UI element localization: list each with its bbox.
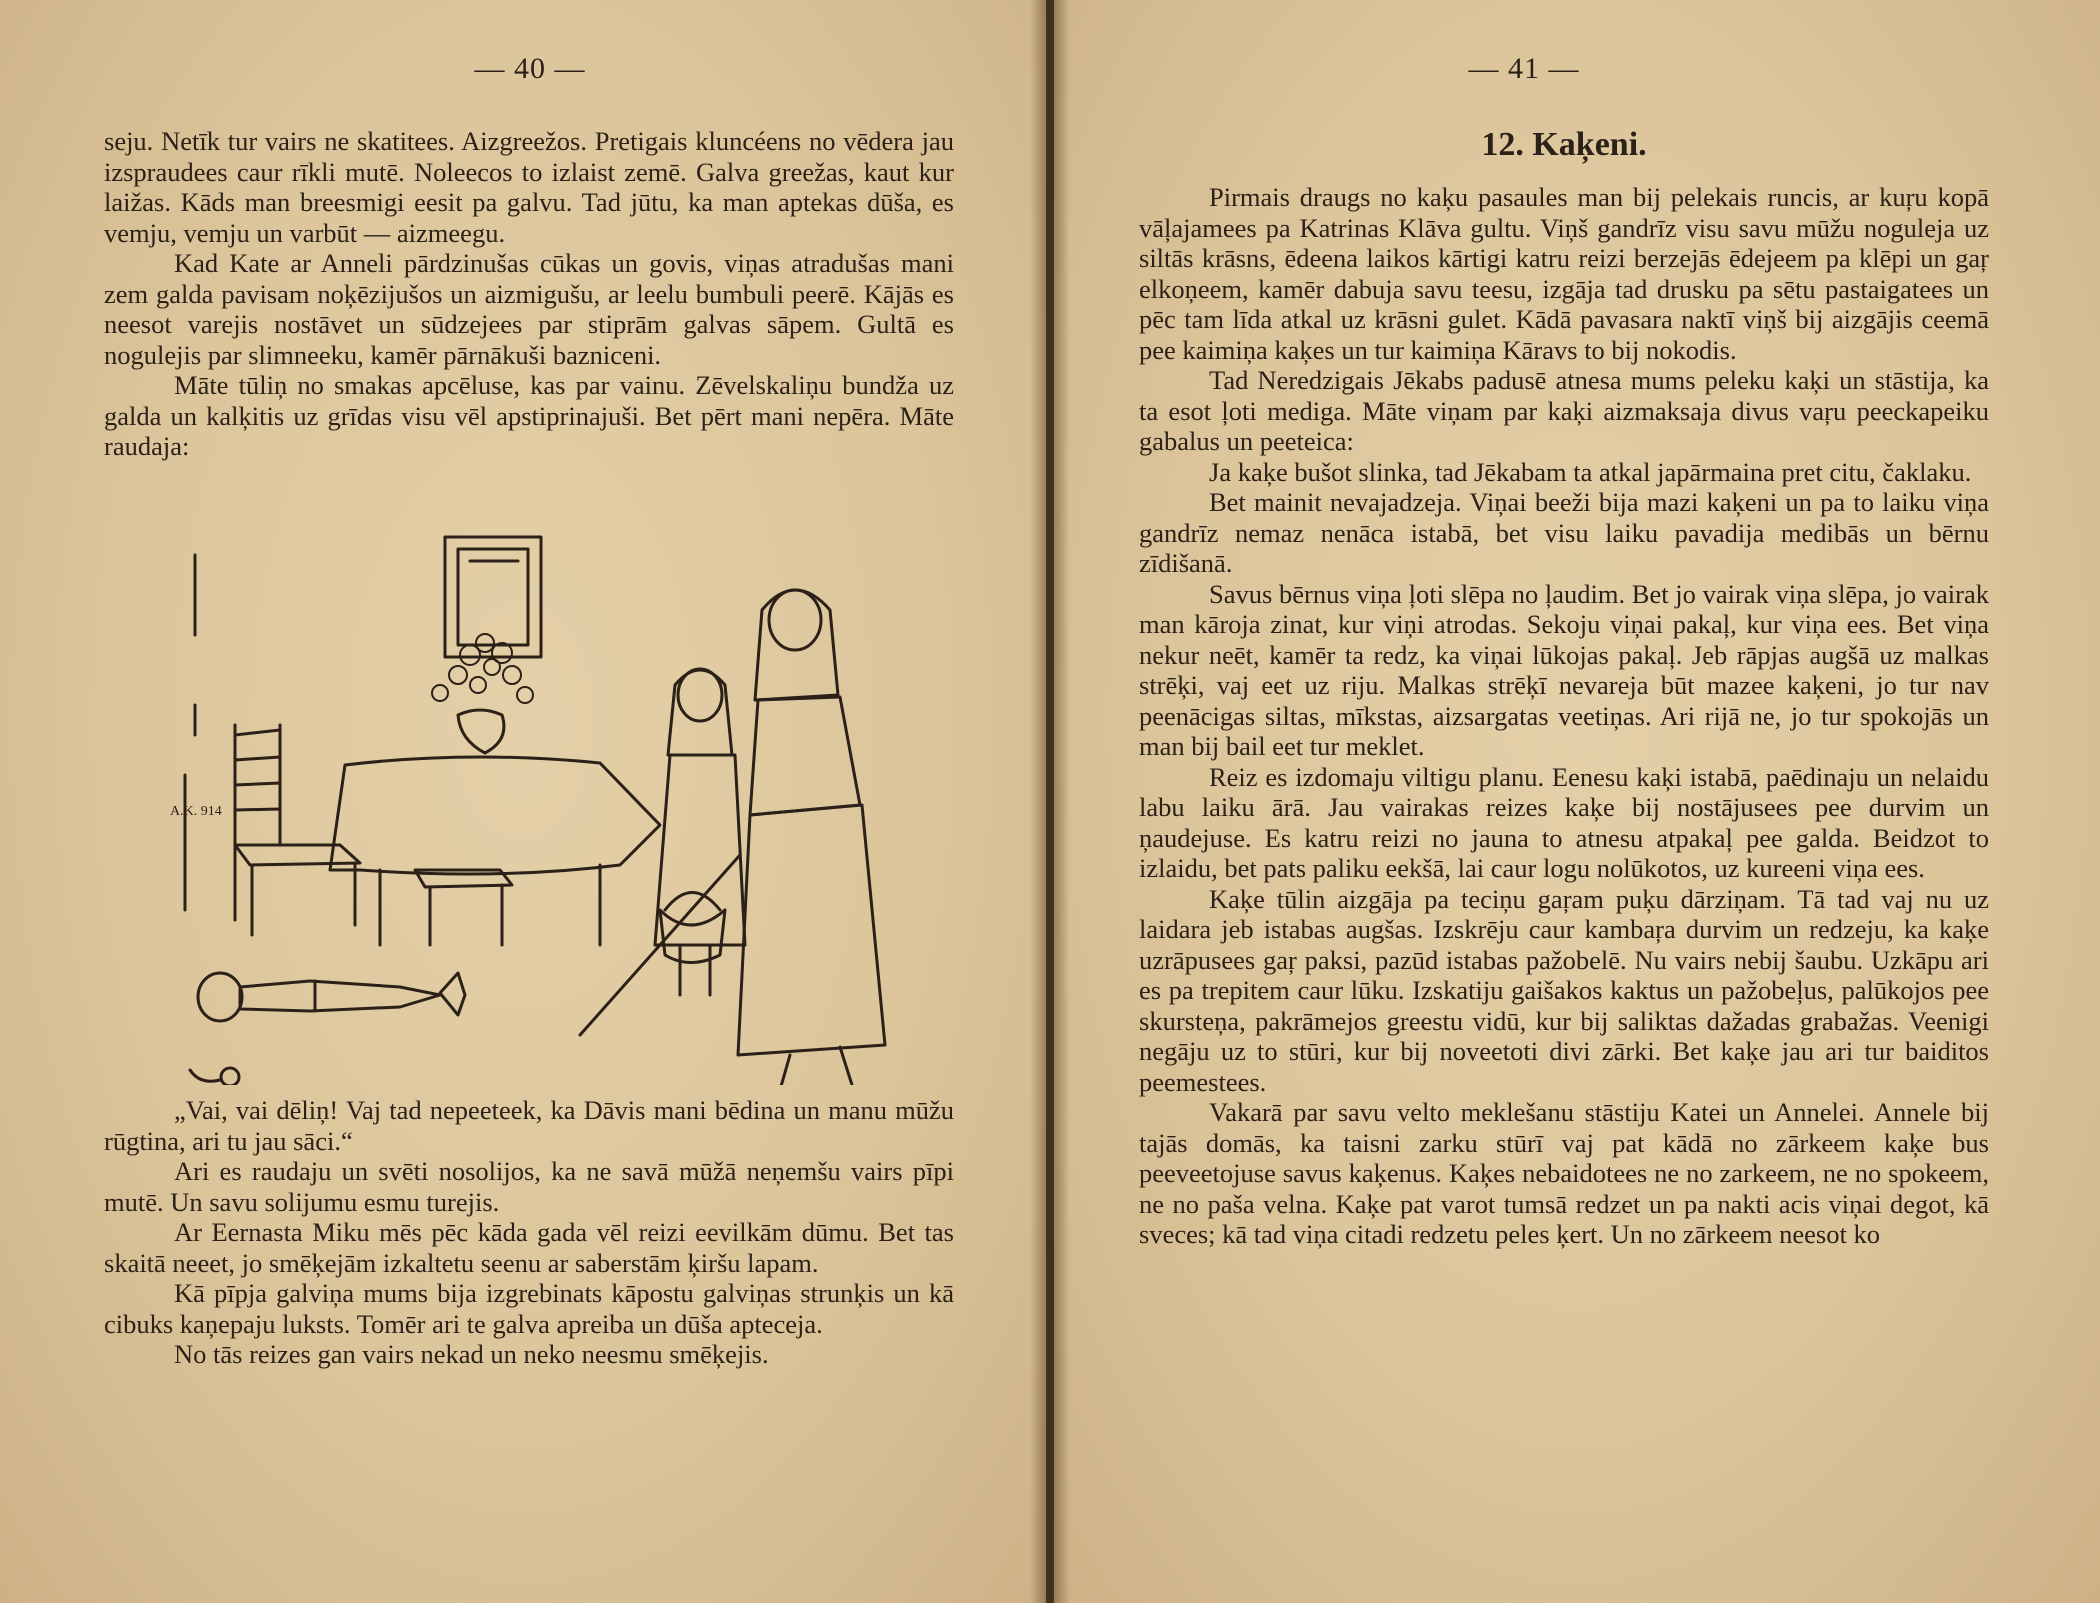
paragraph: Kā pīpja galviņa mums bija izgrebinats kāpostu galviņas strunķis un kā cibuks kaņepaju luksts. Tomēr ari te galva apreiba un dūša apteceja.: [104, 1278, 954, 1339]
left-page: [0, 0, 1046, 1603]
paragraph: Tad Neredzigais Jēkabs padusē atnesa mums peleku kaķi un stāstija, ka ta esot ļoti mediga. Māte viņam par kaķi aizmaksaja divus vaŗu peeckapeiku gabalus un peeteica:: [1139, 365, 1989, 456]
illustration-signature: A.K. 914: [170, 804, 222, 819]
paragraph: seju. Netīk tur vairs ne skatitees. Aizgreežos. Pretigais kluncéens no vēdera jau izspraudees caur rīkli mutē. Noleecos to izlaist zemē. Galva greežas, kaut kur laižas. Kāds man breesmigi eesit pa galvu. Tad jūtu, ka man aptekas dūša, es vemju, vemju un varbūt — aizmeegu.: [104, 126, 954, 248]
paragraph: Ja kaķe bušot slinka, tad Jēkabam ta atkal japārmaina pret citu, čaklaku.: [1209, 456, 1972, 487]
paragraph: Bet mainit nevajadzeja. Viņai beeži bija mazi kaķeni un pa to laiku viņa gandrīz nemaz nenāca istabā, bet visu laiku pavadija medibās un bērnu zīdišanā.: [1139, 487, 1989, 578]
book-gutter: [1030, 0, 1070, 1603]
paragraph: Ari es raudaju un svēti nosolijos, ka ne savā mūžā neņemšu vairs pīpi mutē. Un savu solijumu esmu turejis.: [104, 1156, 954, 1217]
illustration-boy-on-floor: [140, 525, 920, 1085]
paragraph: Pirmais draugs no kaķu pasaules man bij pelekais runcis, ar kuŗu kopā vāļajamees pa Katrinas Klāva gultu. Viņš gandrīz visu savu mūžu noguleja uz siltās krāsns, ēdeena laikos kārtigi katru reizi berzejās ēdejeem pa klēpi un gaŗ elkoņeem, kamēr dabuja savu teesu, izgāja tad drusku pa sētu pastaigatees un pēc tam līda atkal uz krāsni gulet. Kādā pavasara naktī viņš bij aizgājis ceemā pee kaimiņa kaķes un tur kaimiņa Kāravs to bij nokodis.: [1139, 182, 1989, 365]
page-number-right: — 41 —: [1468, 52, 1580, 85]
paragraph: Reiz es izdomaju viltigu planu. Eenesu kaķi istabā, paēdinaju un nelaidu labu laiku ārā. Jau vairakas reizes kaķe bij nostājusees pee durvim un ņaudejuse. Es katru reizi no jauna to atnesu atpakaļ pee galda. Beidzot to izlaidu, bet pats paliku eekšā, lai caur logu nolūkotos, uz kureeni viņa ees.: [1139, 761, 1989, 883]
right-text: [1139, 182, 1989, 1250]
paragraph: „Vai, vai dēliņ! Vaj tad nepeeteek, ka Dāvis mani bēdina un manu mūžu rūgtina, ari tu jau sāci.“: [104, 1095, 954, 1156]
paragraph: Kaķe tūlin aizgāja pa teciņu gaŗam puķu dārziņam. Tā tad vaj nu uz laidara jeb istabas augšas. Izskrēju caur kambaŗa durvim un redzeju, ka kaķe uzrāpusees gaŗ paksi, pazūd istabas pažobelē. Nu vairs nebij šaubu. Uzkāpu ari es pa trepitem caur lūku. Izskatiju gaišakos kaktus un pažobeļus, palūkojos pee skursteņa, pakrāmejos greestu vidū, kur bij saliktas dažadas grabažas. Veenigi negāju uz to stūri, kur bij noveetoti divi zārki. Bet kaķe jau ari tur baiditos peemestees.: [1139, 883, 1989, 1097]
left-text-bottom: [104, 1095, 954, 1370]
paragraph: Kad Kate ar Anneli pārdzinušas cūkas un govis, viņas atradušas mani zem galda pavisam noķēzijušos un aizmigušu, ar leelu bumbuli peerē. Kājās es neesot varejis nostāvet un sūdzejees par stiprām galvas sāpem. Gultā es nogulejis par slimneeku, kamēr pārnākuši bazniceni.: [104, 248, 954, 370]
right-page: [1054, 0, 2100, 1603]
chapter-title: 12. Kaķeni.: [1481, 126, 1647, 163]
paragraph: Māte tūliņ no smakas apcēluse, kas par vainu. Zēvelskaliņu bundža uz galda un kalķitis uz grīdas visu vēl apstiprinajuši. Bet pērt mani nepēra. Māte raudaja:: [104, 370, 954, 461]
paragraph: Vakarā par savu velto meklešanu stāstiju Katei un Annelei. Annele bij tajās domās, ka taisni zarku stūrī vaj pat kādā no zārkeem kaķe bus peeveetojuse savus kaķenus. Kaķes nebaidotees ne no zarkeem, ne no spokeem, ne no paša velna. Kaķe pat varot tumsā redzet un pa nakti acis viņai degot, kā sveces; kā tad viņa citadi redzetu peles ķert. Un no zārkeem neesot ko: [1139, 1097, 1989, 1249]
page-number-left: — 40 —: [474, 52, 586, 85]
paragraph: Ar Eernasta Miku mēs pēc kāda gada vēl reizi eevilkām dūmu. Bet tas skaitā neeet, jo smēķejām izkaltetu seenu ar saberstām ķiršu lapam.: [104, 1217, 954, 1278]
paragraph: Savus bērnus viņa ļoti slēpa no ļaudim. Bet jo vairak viņa slēpa, jo vairak man kāroja zinat, kur viņi atrodas. Sekoju viņai pakaļ, kur viņa ees. Bet viņa nekur neēt, kamēr ta redz, ka viņai lūkojas pakaļ. Jeb rāpjas augšā uz malkas strēķi, vaj eet uz riju. Malkas strēķī nevareja būt mazee kaķeni, jo tur nav peenācigas siltas, mīkstas, aizsargatas veetiņas. Ari rijā ne, jo tur spokojās un man bij bail eet tur meklet.: [1139, 578, 1989, 761]
left-text-top: [104, 126, 954, 462]
paragraph: No tās reizes gan vairs nekad un neko neesmu smēķejis.: [174, 1339, 769, 1369]
